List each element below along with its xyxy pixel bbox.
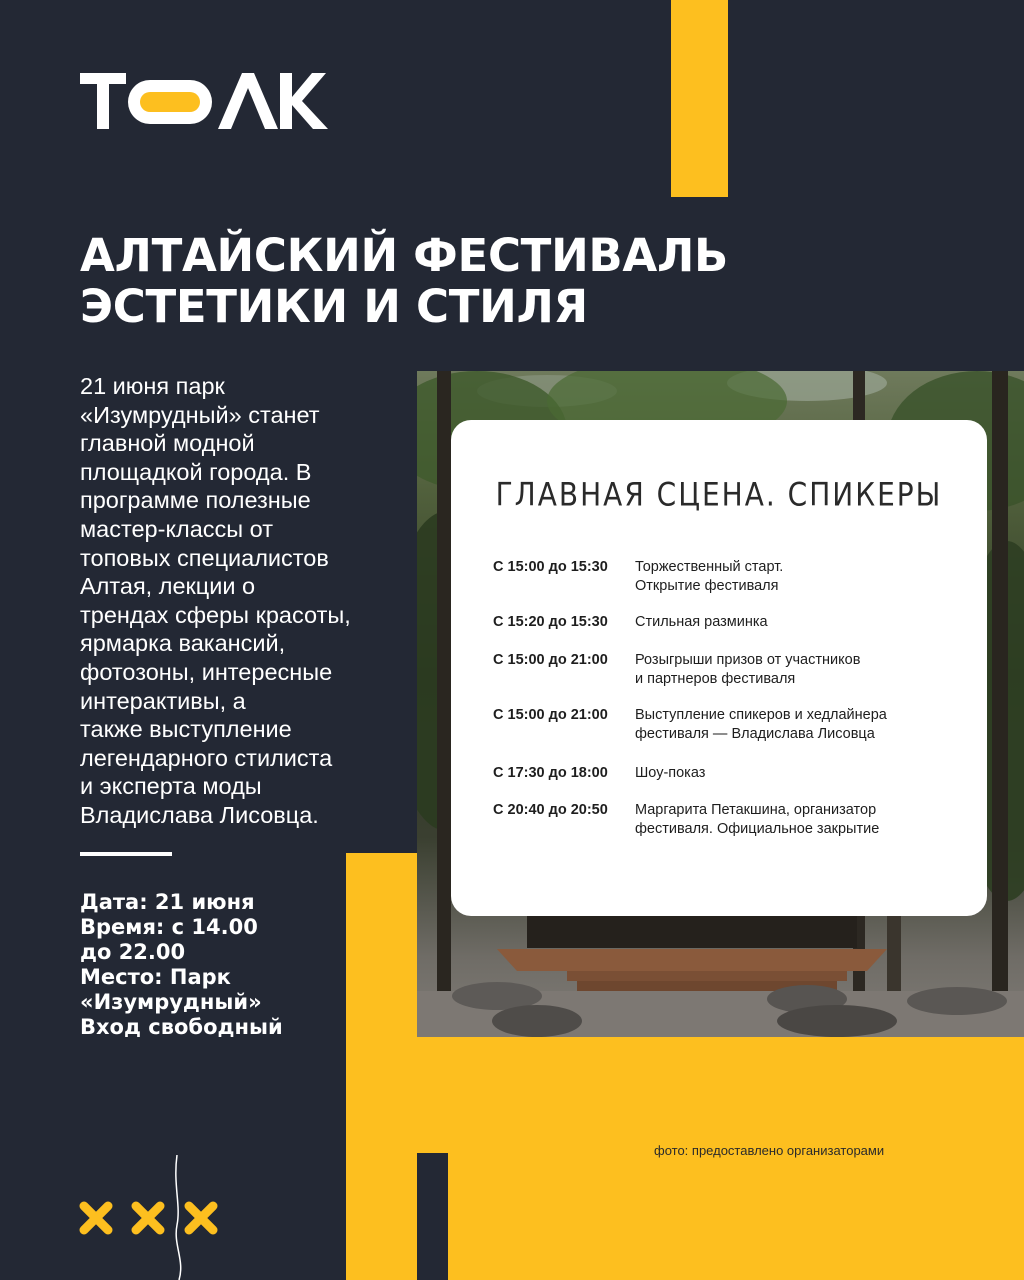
schedule-time: С 17:30 до 18:00 xyxy=(493,765,608,781)
schedule-time: С 20:40 до 20:50 xyxy=(493,802,608,818)
schedule-time: С 15:00 до 15:30 xyxy=(493,559,608,575)
schedule-title: ГЛАВНАЯ СЦЕНА. СПИКЕРЫ xyxy=(495,475,943,514)
cross-icon xyxy=(78,1200,114,1236)
schedule-desc: Торжественный старт. Открытие фестиваля xyxy=(635,559,784,594)
schedule-desc: Выступление спикеров и хедлайнера фестиваля — Владислава Лисовца xyxy=(635,707,887,742)
cross-icon xyxy=(130,1200,166,1236)
swirl-line-icon xyxy=(165,1155,190,1280)
photo-credit: фото: предоставлено организаторами xyxy=(654,1143,885,1158)
page-title: АЛТАЙСКИЙ ФЕСТИВАЛЬ ЭСТЕТИКИ И СТИЛЯ xyxy=(80,229,729,333)
divider xyxy=(80,852,172,856)
brand-logo xyxy=(80,70,330,132)
schedule-time: С 15:00 до 21:00 xyxy=(493,707,608,723)
schedule-desc: Шоу-показ xyxy=(635,765,706,781)
logo-mark-icon xyxy=(80,70,330,132)
schedule-time: С 15:20 до 15:30 xyxy=(493,614,608,630)
schedule-desc: Стильная разминка xyxy=(635,614,768,630)
schedule-desc: Розыгрыши призов от участников и партнеров фестиваля xyxy=(635,652,861,687)
schedule-card xyxy=(451,420,987,916)
schedule-time: С 15:00 до 21:00 xyxy=(493,652,608,668)
accent-bar-top xyxy=(671,0,728,197)
dark-notch xyxy=(417,1153,448,1280)
schedule-desc: Маргарита Петакшина, организатор фестиваля. Официальное закрытие xyxy=(635,802,880,837)
intro-paragraph: 21 июня парк «Изумрудный» станет главной модной площадкой города. В программе полезные мастер-классы от топовых специалистов Алтая, лекции о трендах сферы красоты, ярмарка вакансий, фотозоны, интересные интерактивы, а также выступление легендарного стилиста и эксперта моды Владислава Лисовца. xyxy=(80,373,351,828)
event-details: Дата: 21 июня Время: с 14.00 до 22.00 Место: Парк «Изумрудный» Вход свободный xyxy=(80,890,283,1039)
